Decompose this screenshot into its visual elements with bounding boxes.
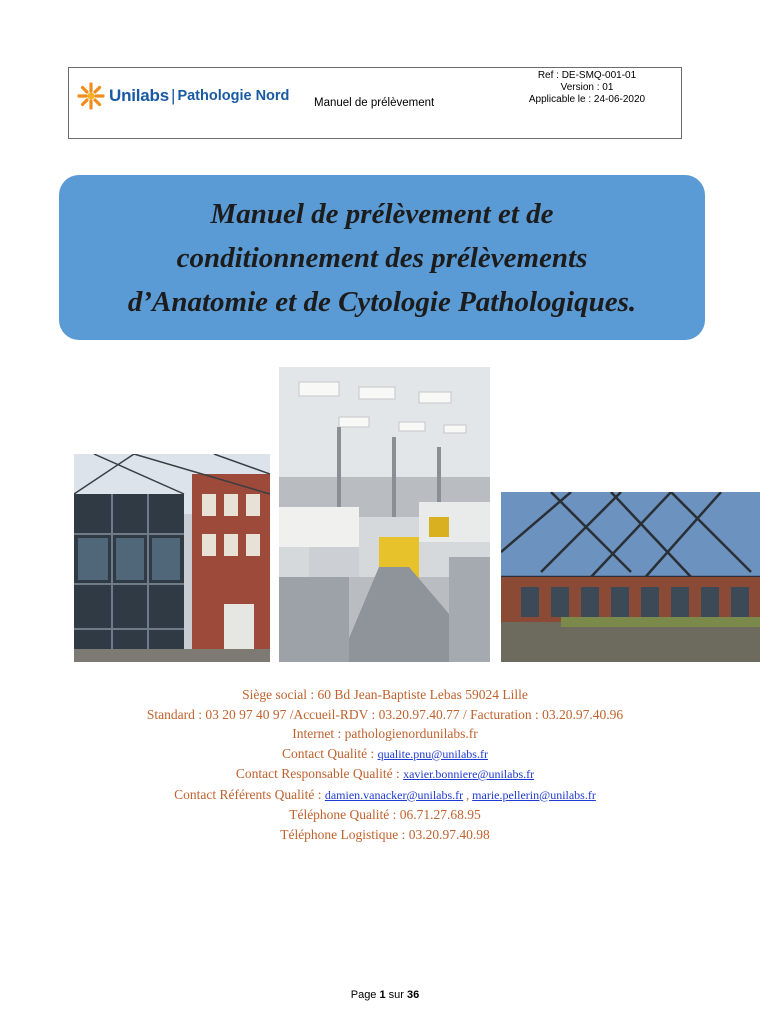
- quality-phone: Téléphone Qualité : 06.71.27.68.95: [289, 807, 481, 822]
- document-title: [72, 192, 692, 324]
- photo-laboratory: [279, 367, 490, 662]
- version-number: Version : 01: [560, 82, 614, 93]
- phone-numbers: Standard : 03 20 97 40 97 /Accueil-RDV : 03.20.97.40.77 / Facturation : 03.20.97.40.96: [146, 706, 624, 722]
- page-number: 1: [379, 989, 386, 1001]
- referent-1-email-link[interactable]: damien.vanacker@unilabs.fr: [324, 787, 464, 802]
- unilabs-sun-icon: [77, 82, 105, 110]
- contact-quality-referents: [0, 785, 770, 806]
- page-mid: sur: [385, 989, 408, 1001]
- contact-block: [0, 685, 770, 844]
- logo-subtitle: Pathologie Nord: [177, 88, 290, 104]
- quality-manager-email-link[interactable]: xavier.bonniere@unilabs.fr: [403, 767, 535, 781]
- title-line-3: d’Anatomie et de Cytologie Pathologiques.: [127, 285, 637, 318]
- applicable-date: Applicable le : 24-06-2020: [528, 94, 646, 105]
- unilabs-logo: [77, 82, 289, 110]
- logo-separator: |: [171, 86, 176, 105]
- page-prefix: Page: [350, 989, 380, 1001]
- contact-quality-manager: [0, 764, 770, 785]
- reference-block: [499, 70, 675, 106]
- photo-building-exterior: [74, 454, 270, 662]
- page-footer: [0, 989, 770, 1001]
- contact-quality-referents-label: Contact Référents Qualité :: [174, 786, 325, 802]
- contact-quality: [0, 744, 770, 765]
- website: Internet : pathologienordunilabs.fr: [292, 726, 478, 741]
- head-office-address: Siège social : 60 Bd Jean-Baptiste Lebas 59024 Lille: [242, 687, 528, 702]
- photo-atrium: [501, 492, 760, 662]
- page-total: 36: [407, 989, 420, 1001]
- title-line-1: Manuel de prélèvement et de: [210, 197, 554, 230]
- title-line-2: conditionnement des prélèvements: [176, 241, 588, 274]
- contact-quality-label: Contact Qualité :: [282, 745, 378, 761]
- reference-code: Ref : DE-SMQ-001-01: [537, 70, 637, 81]
- logo-brand-text: Unilabs: [109, 86, 170, 105]
- document-header: [68, 67, 682, 139]
- referents-separator: ,: [463, 787, 473, 802]
- title-banner: [59, 175, 705, 340]
- contact-quality-manager-label: Contact Responsable Qualité :: [235, 766, 404, 781]
- document-kind: Manuel de prélèvement: [314, 97, 435, 109]
- quality-email-link[interactable]: qualite.pnu@unilabs.fr: [377, 746, 488, 761]
- logistics-phone: Téléphone Logistique : 03.20.97.40.98: [280, 826, 490, 842]
- referent-2-email-link[interactable]: marie.pellerin@unilabs.fr: [472, 787, 596, 802]
